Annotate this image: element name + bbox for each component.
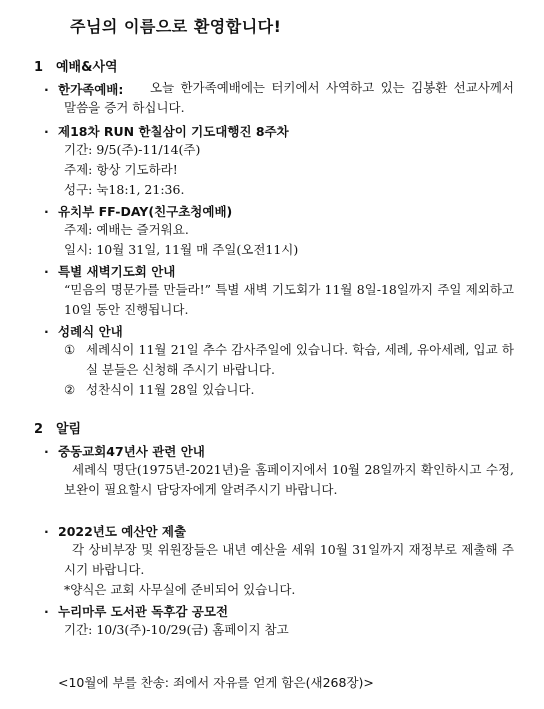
numbered-item <box>64 380 514 400</box>
bullet-dot: · <box>44 524 49 539</box>
section-title: 예배&사역 <box>56 60 118 75</box>
item-title: 한가족예배: <box>58 82 124 97</box>
item-title: 특별 새벽기도회 안내 <box>58 264 176 279</box>
item-prayer-march <box>44 122 289 140</box>
section-number: 2 <box>34 422 44 437</box>
section-title: 알림 <box>56 422 82 437</box>
item-sacraments <box>44 322 123 340</box>
greeting-title: 주님의 이름으로 환영합니다! <box>70 17 282 36</box>
circled-number: ① <box>64 342 76 357</box>
item-line: 주제: 항상 기도하라! <box>64 162 178 177</box>
item-body: 오늘 한가족예배에는 터키에서 사역하고 있는 김봉환 선교사께서 말씀을 증거 하십니다. <box>64 80 514 115</box>
item-book-contest <box>44 602 228 620</box>
item-ff-day <box>44 202 232 220</box>
item-title: 누리마루 도서관 독후감 공모전 <box>58 604 229 619</box>
item-line: 주제: 예배는 즐거워요. <box>64 222 189 237</box>
item-body: “믿음의 명문가를 만들라!” 특별 새벽 기도회가 11월 8일-18일까지 주일 제외하고 10일 동안 진행됩니다. <box>64 282 514 317</box>
bullet-dot: · <box>44 82 49 97</box>
item-budget <box>44 522 186 540</box>
item-title: 성례식 안내 <box>58 324 123 339</box>
circled-number: ② <box>64 382 76 397</box>
item-line: 일시: 10월 31일, 11월 매 주일(오전11시) <box>64 242 299 257</box>
bullet-dot: · <box>44 444 49 459</box>
item-body: 세례식 명단(1975년-2021년)을 홈페이지에서 10월 28일까지 확인하시고 수정, 보완이 필요할시 담당자에게 알려주시기 바랍니다. <box>64 462 514 497</box>
item-line: 기간: 9/5(주)-11/14(주) <box>64 142 201 157</box>
item-line: 성구: 눅18:1, 21:36. <box>64 182 185 197</box>
item-title: 중동교회47년사 관련 안내 <box>58 444 205 459</box>
hymn-of-month: <10월에 부를 찬송: 죄에서 자유를 얻게 함은(새268장)> <box>58 675 374 690</box>
numbered-text: 세례식이 11월 21일 추수 감사주일에 있습니다. 학습, 세례, 유아세례, 입교 하실 분들은 신청해 주시기 바랍니다. <box>86 342 514 377</box>
item-line: 기간: 10/3(주)-10/29(금) 홈페이지 참고 <box>64 622 289 637</box>
bullet-dot: · <box>44 264 49 279</box>
item-note: *양식은 교회 사무실에 준비되어 있습니다. <box>64 582 296 597</box>
numbered-text: 성찬식이 11월 28일 있습니다. <box>86 382 255 397</box>
item-title: 유치부 FF-DAY(친구초청예배) <box>58 204 233 219</box>
bullet-dot: · <box>44 204 49 219</box>
item-dawn-prayer <box>44 262 175 280</box>
item-title: 2022년도 예산안 제출 <box>58 524 187 539</box>
section-2-heading <box>34 418 81 437</box>
numbered-item <box>64 340 514 380</box>
item-church-history <box>44 442 205 460</box>
item-title: 제18차 RUN 한칠삼이 기도대행진 8주차 <box>58 124 289 139</box>
section-1-heading <box>34 56 118 75</box>
bullet-dot: · <box>44 604 49 619</box>
item-body: 각 상비부장 및 위원장들은 내년 예산을 세워 10월 31일까지 재정부로 제출해 주시기 바랍니다. <box>64 542 514 577</box>
bullet-dot: · <box>44 124 49 139</box>
bullet-dot: · <box>44 324 49 339</box>
section-number: 1 <box>34 60 44 75</box>
